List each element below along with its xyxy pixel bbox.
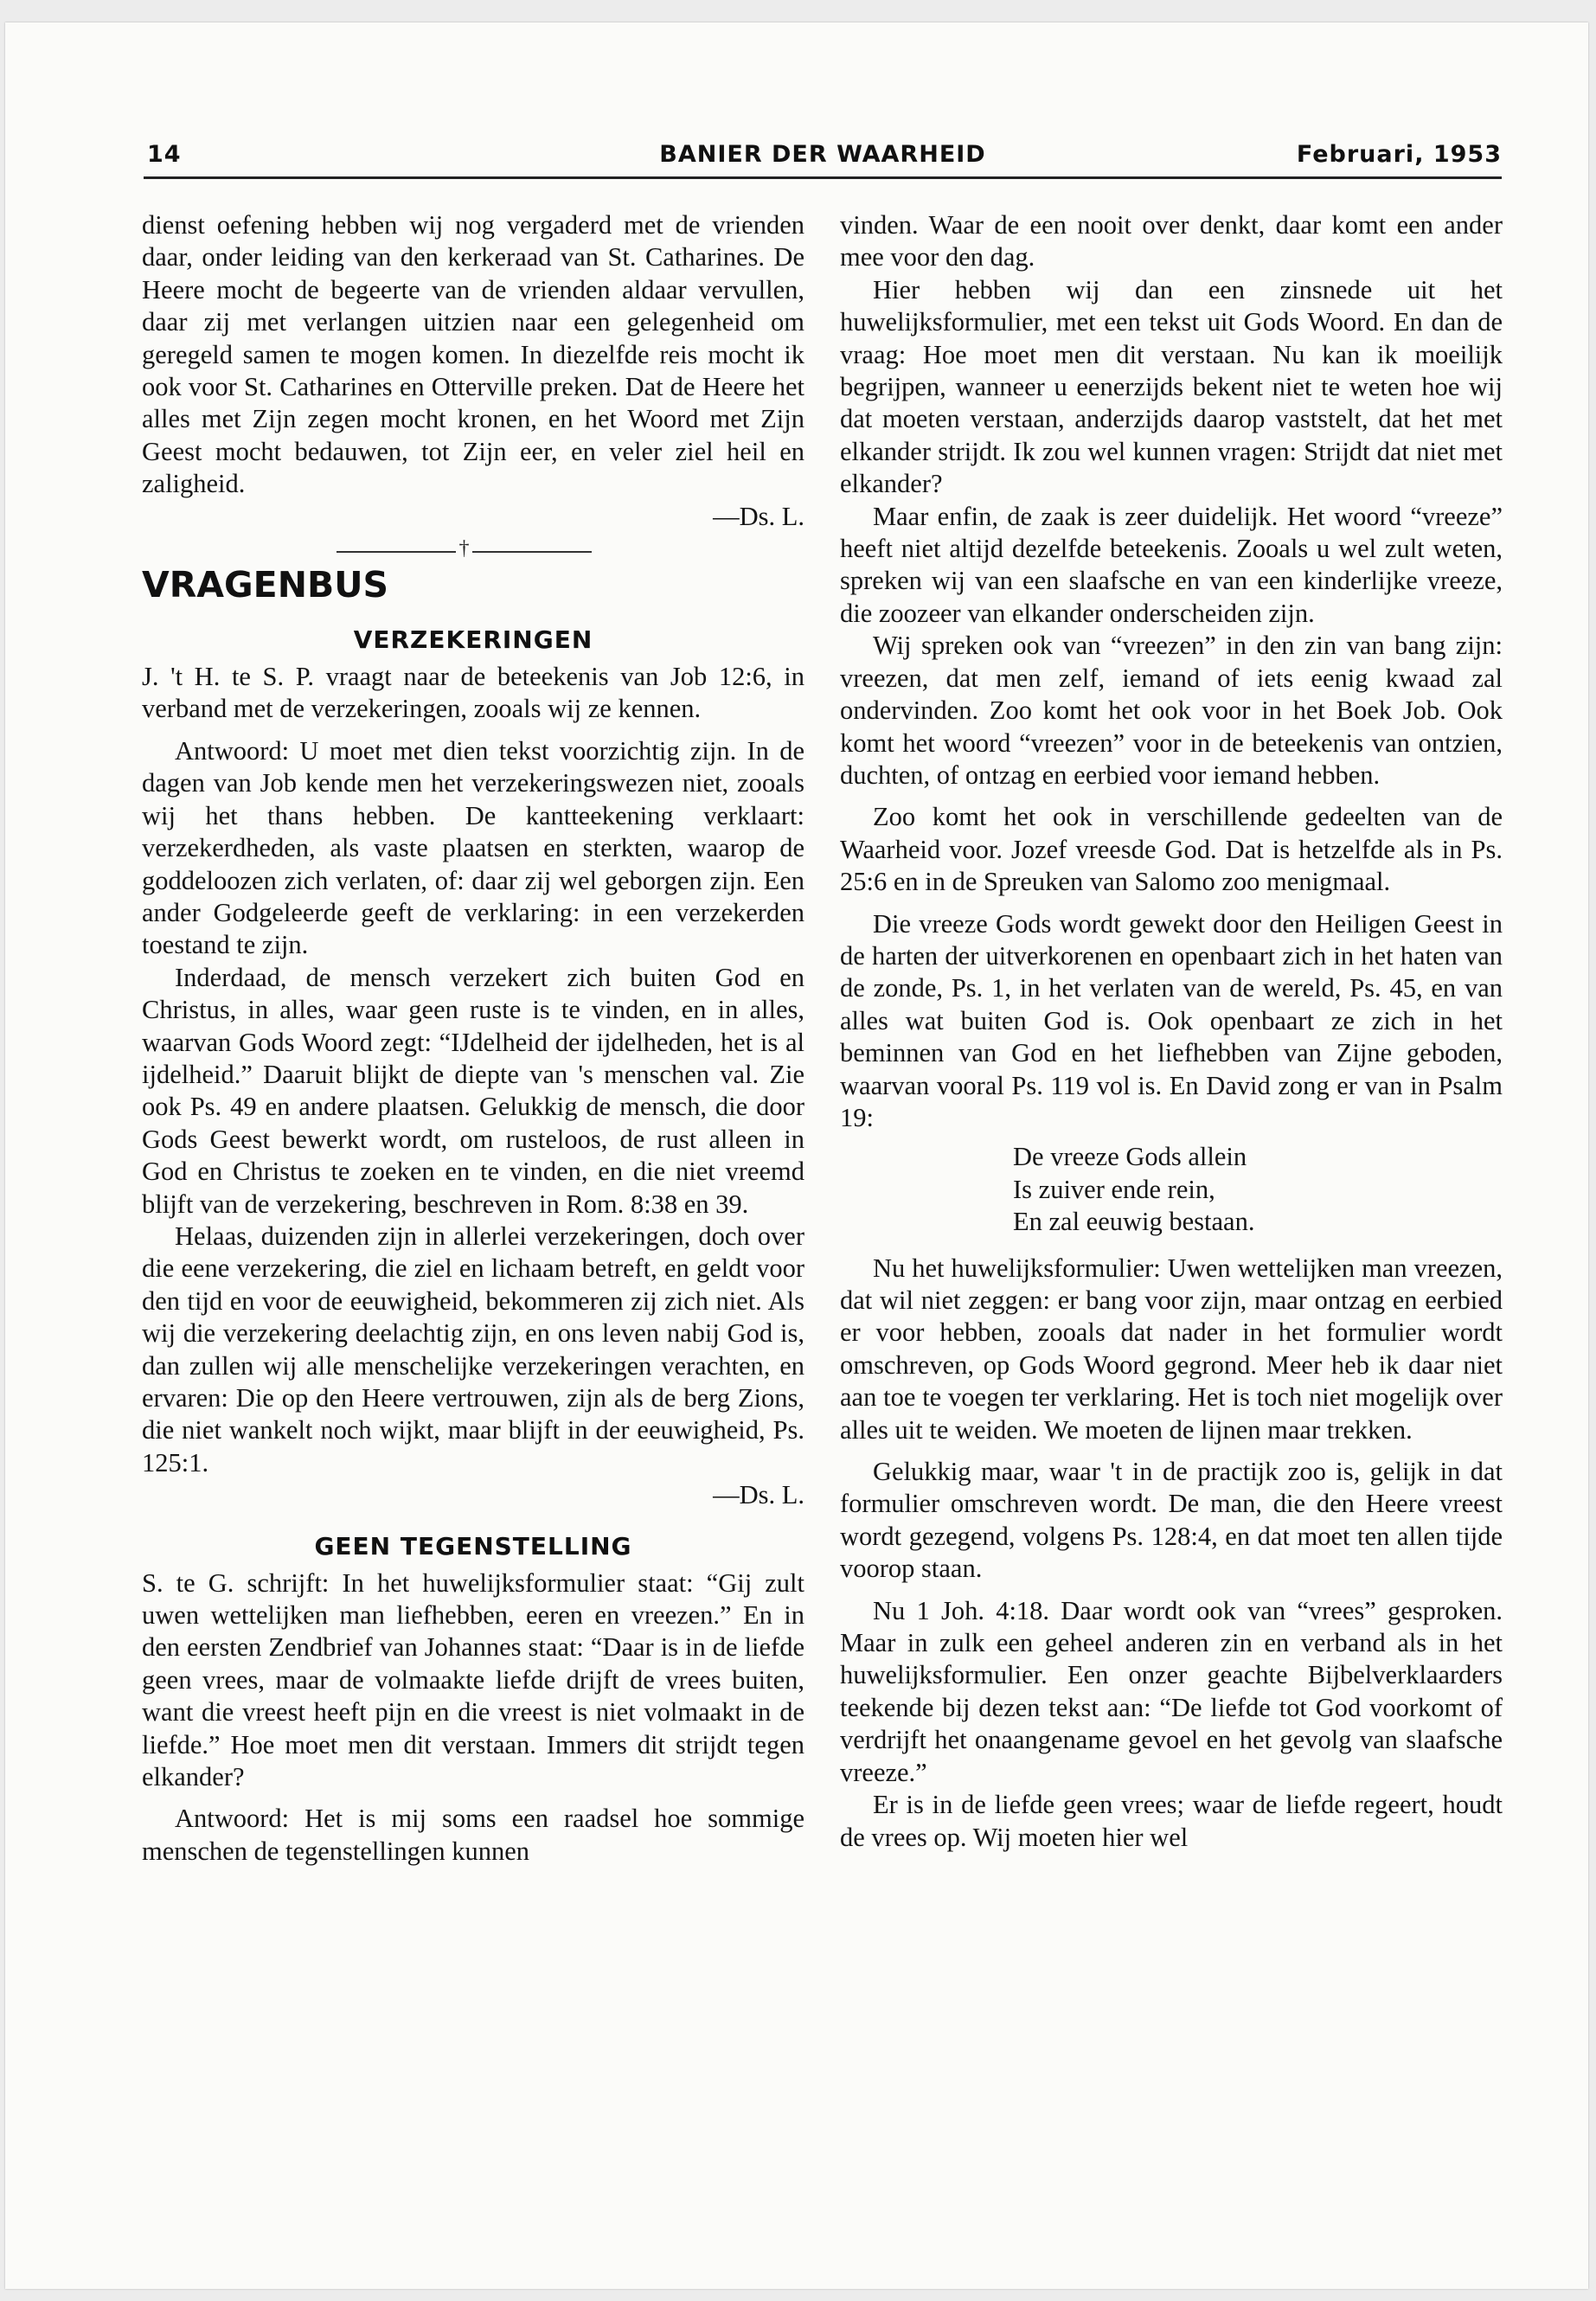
verse-line: De vreeze Gods allein <box>1013 1142 1247 1172</box>
body-paragraph: Nu 1 Joh. 4:18. Daar wordt ook van “vrees” gesproken. Maar in zulk een geheel anderen zin en verband als in het huwelijksformulier. Een onzer geachte Bijbelverklaarders teekende bij dezen tekst aan: “De liefde tot God voorkomt of verdrijft het onaangename gevoel en het gevolg van slaafsche vreeze.” <box>840 1595 1503 1787</box>
verse-line: Is zuiver ende rein, <box>1013 1174 1215 1204</box>
body-paragraph: Zoo komt het ook in verschillende gedeelten van de Waarheid voor. Jozef vreesde God. Dat is hetzelfde als in Ps. 25:6 en in de Spreuken van Salomo zoo menigmaal. <box>840 802 1503 897</box>
issue-date: Februari, 1953 <box>1296 141 1502 168</box>
body-paragraph: Die vreeze Gods wordt gewekt door den Heiligen Geest in de harten der uitverkorenen en openbaart zich in het haten van de zonde, Ps. 1, in het verlaten van de wereld, Ps. 45, en van alles wat buiten God is. Ook openbaart ze zich in het beminnen van God en het liefhebben van Zijne geboden, waarvan vooral Ps. 119 vol is. En David zong er van in Psalm 19: <box>840 908 1503 1132</box>
question-paragraph: J. 't H. te S. P. vraagt naar de beteekenis van Job 12:6, in verband met de verzekeringen, zooals wij ze kennen. <box>142 662 804 724</box>
journal-title: BANIER DER WAARHEID <box>659 141 986 168</box>
divider-line-left <box>337 551 456 553</box>
body-paragraph: Maar enfin, de zaak is zeer duidelijk. Het woord “vreeze” heeft niet altijd dezelfde beteekenis. Zooals u wel zult weten, spreken wij van een slaafsche en van een kinderlijke vreeze, die zoozeer van elkander onderscheiden zijn. <box>840 501 1503 628</box>
body-paragraph: Helaas, duizenden zijn in allerlei verzekeringen, doch over die eene verzekering, die ziel en lichaam betreft, en geldt voor den tijd en voor de eeuwigheid, bekommeren zij zich niet. Als wij die verzekering deelachtig zijn, en ons leven nabij God is, dan zullen wij alle menschelijke verzekeringen verachten, en ervaren: Die op den Heere vertrouwen, zijn als de berg Zions, die niet wankelt noch wijkt, maar blijft in der eeuwigheid, Ps. 125:1. <box>142 1221 804 1477</box>
intro-paragraph: dienst oefening hebben wij nog vergaderd met de vrienden daar, onder leiding van den kerkeraad van St. Catharines. De Heere mocht de begeerte van de vrienden aldaar vervullen, daar zij met verlangen uitzien naar een gelegenheid om geregeld samen te mogen komen. In diezelfde reis mocht ik ook voor St. Catharines en Otterville preken. Dat de Heere het alles met Zijn zegen mocht kronen, en het Woord met Zijn Geest mocht bedauwen, tot Zijn eer, en veler ziel heil en zaligheid. <box>142 210 804 499</box>
right-column <box>840 209 1503 1854</box>
page-number: 14 <box>147 141 182 168</box>
answer-paragraph: Antwoord: U moet met dien tekst voorzichtig zijn. In de dagen van Job kende men het verzekeringswezen niet, zooals wij het thans hebben. De kantteekening verklaart: verzekerdheden, als vaste plaatsen en sterkten, waarop de goddeloozen zich verlaten, of: daar zij wel geborgen zijn. Een ander Godgeleerde geeft de verklaring: in een verzekerden toestand te zijn. <box>142 735 804 960</box>
answer-paragraph: Antwoord: Het is mij soms een raadsel hoe sommige menschen de tegenstellingen kunnen <box>142 1804 804 1866</box>
running-header <box>144 125 1502 179</box>
body-paragraph: Wij spreken ook van “vreezen” in den zin van bang zijn: vreezen, dat men zelf, iemand of iets eenig kwaad zal ondervinden. Zoo komt het ook voor in het Boek Job. Ook komt het woord “vreezen” voor in de beteekenis van ontzien, duchten, of ontzag en eerbied voor iemand hebben. <box>840 631 1503 790</box>
body-paragraph: Nu het huwelijksformulier: Uwen wettelijken man vreezen, dat wil niet zeggen: er bang voor zijn, maar ontzag en eerbied er voor hebben, zooals dat nader in het formulier wordt omschreven, op Gods Woord gegrond. Meer heb ik daar niet aan toe te voegen ter verklaring. Het is toch niet mogelijk over alles uit te weiden. We moeten de lijnen maar trekken. <box>840 1253 1503 1445</box>
section-divider <box>142 537 804 561</box>
body-paragraph: vinden. Waar de een nooit over denkt, daar komt een ander mee voor den dag. <box>840 210 1503 272</box>
page <box>5 22 1588 2289</box>
body-paragraph: Er is in de liefde geen vrees; waar de liefde regeert, houdt de vrees op. Wij moeten hier wel <box>840 1790 1503 1852</box>
verse-line: En zal eeuwig bestaan. <box>1013 1207 1255 1237</box>
body-paragraph: Inderdaad, de mensch verzekert zich buiten God en Christus, in alles, waar geen ruste is te vinden, en in alles, waarvan Gods Woord zegt: “IJdelheid der ijdelheden, het is al ijdelheid.” Daaruit blijkt de diepte van 's menschen val. Zie ook Ps. 49 en andere plaatsen. Gelukkig de mensch, die door Gods Geest bewerkt wordt, om rusteloos, de rust alleen in God en Christus te zoeken en te vinden, en die niet vreemd blijft van de verzekering, beschreven in Rom. 8:38 en 39. <box>142 962 804 1219</box>
subheading-geen-tegenstelling: GEEN TEGENSTELLING <box>314 1531 632 1561</box>
psalm-verse <box>1013 1141 1503 1238</box>
section-title: VRAGENBUS <box>142 564 389 606</box>
answer-signature: —Ds. L. <box>713 1480 804 1510</box>
divider-line-right <box>472 551 592 553</box>
left-column <box>142 209 804 1868</box>
cross-icon: † <box>458 537 470 561</box>
body-paragraph: Hier hebben wij dan een zinsnede uit het huwelijksformulier, met een tekst uit Gods Woord. En dan de vraag: Hoe moet men dit verstaan. Nu kan ik moeilijk begrijpen, wanneer u eenerzijds bekent niet te weten hoe wij dat moeten verstaan, anderzijds daarop vaststelt, dat het met elkander strijdt. Ik zou wel kunnen vragen: Strijdt dat niet met elkander? <box>840 274 1503 499</box>
body-paragraph: Gelukkig maar, waar 't in de practijk zoo is, gelijk in dat formulier omschreven wordt. De man, die den Heere vreest wordt gezegend, volgens Ps. 128:4, en dat moet ten allen tijde voorop staan. <box>840 1457 1503 1584</box>
subheading-verzekeringen: VERZEKERINGEN <box>353 625 593 655</box>
question-paragraph: S. te G. schrijft: In het huwelijksformulier staat: “Gij zult uwen wettelijken man liefhebben, eeren en vreezen.” En in den eersten Zendbrief van Johannes staat: “Daar is in de liefde geen vrees, maar de volmaakte liefde drijft de vrees buiten, want die vreest heeft pijn en die vreest is niet volmaakt in de liefde.” Hoe moet men dit verstaan. Immers dit strijdt tegen elkander? <box>142 1567 804 1792</box>
intro-signature: —Ds. L. <box>713 501 804 531</box>
